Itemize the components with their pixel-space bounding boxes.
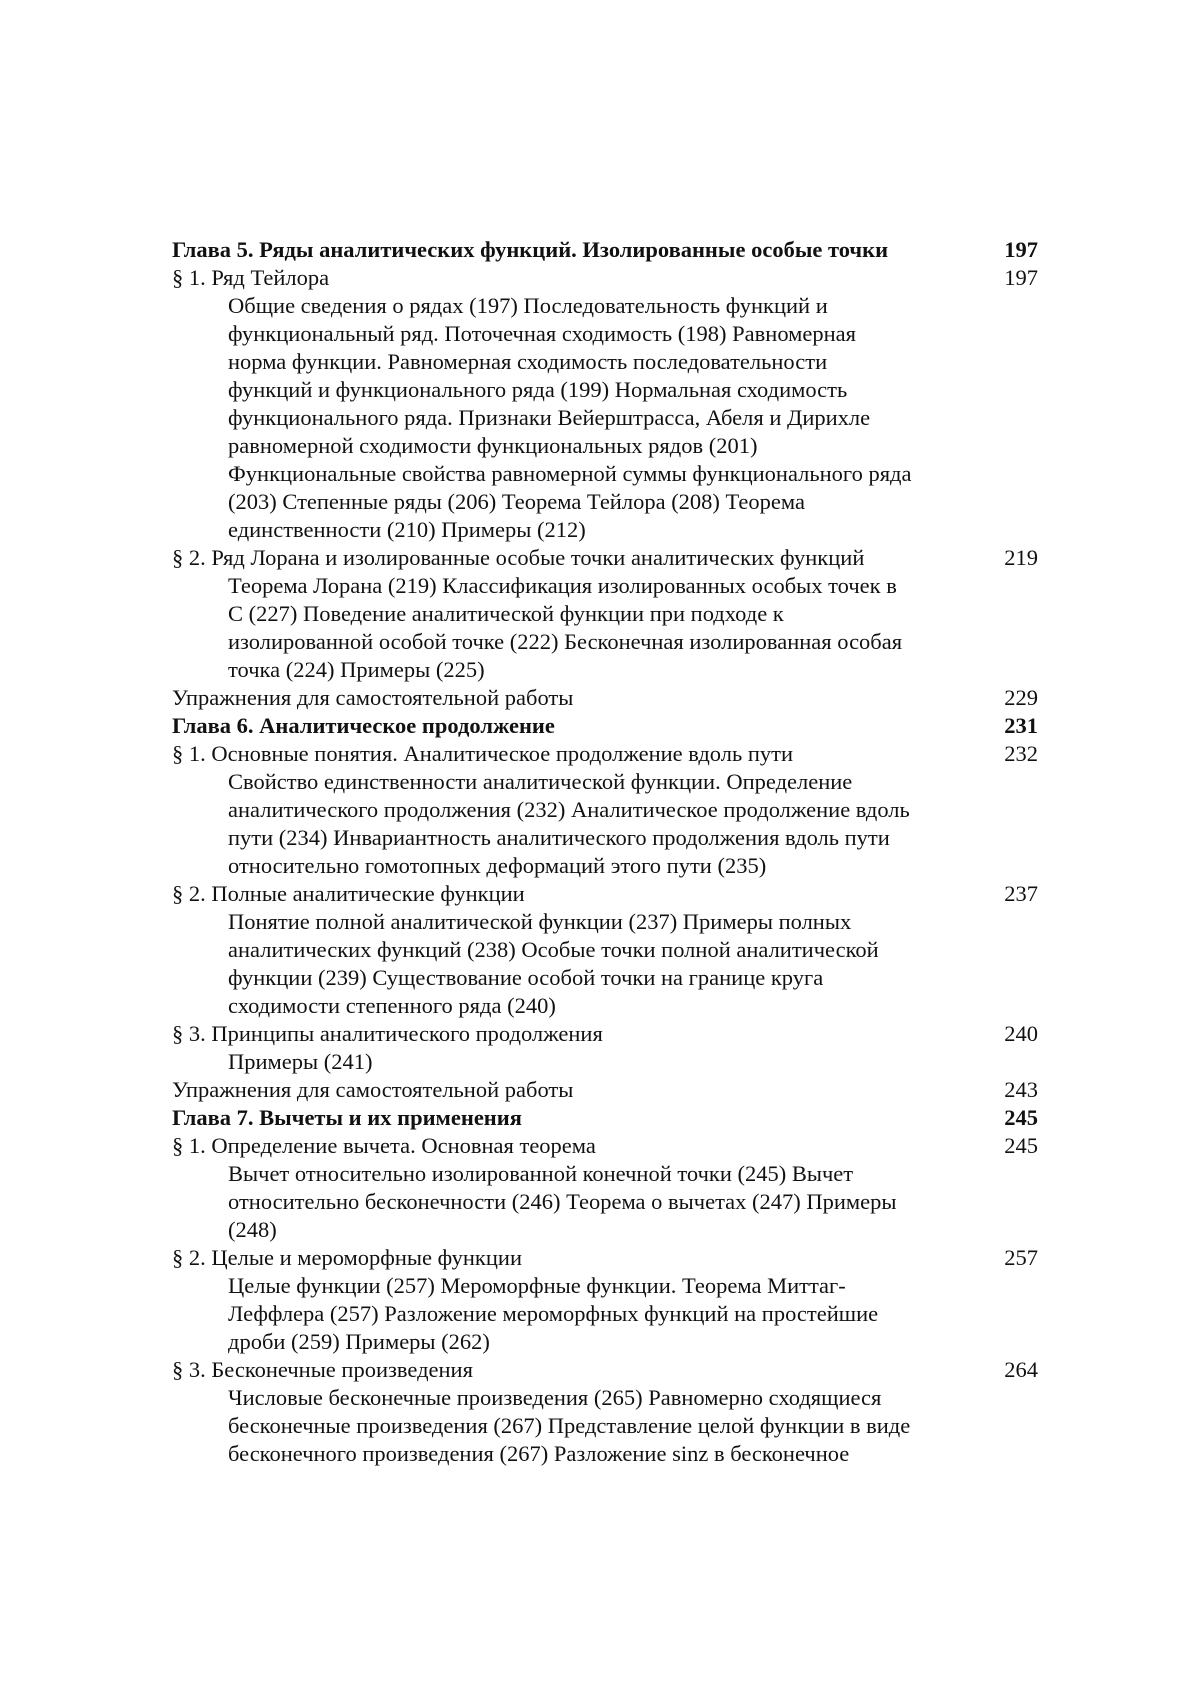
toc-description-line: Леффлера (257) Разложение мероморфных функций на простейшие (228, 1301, 879, 1326)
toc-description-line: сходимости степенного ряда (240) (228, 993, 556, 1018)
section-title: § 1. Основные понятия. Аналитическое продолжение вдоль пути (172, 741, 794, 766)
chapter-title: Глава 6. Аналитическое продолжение (172, 713, 555, 738)
page-number: 245 (1004, 1105, 1038, 1130)
chapter-title: Глава 5. Ряды аналитических функций. Изолированные особые точки (172, 237, 889, 262)
toc-description-line: бесконечного произведения (267) Разложение sinz в бесконечное (228, 1441, 850, 1466)
toc-description-line: Теорема Лорана (219) Классификация изолированных особых точек в (228, 573, 897, 598)
page-number: 245 (1004, 1133, 1038, 1158)
toc-description-line: (203) Степенные ряды (206) Теорема Тейлора (208) Теорема (228, 489, 805, 514)
section-title: § 1. Определение вычета. Основная теорема (172, 1133, 596, 1158)
page-number: 197 (1004, 237, 1038, 262)
toc-description-line: (248) (228, 1217, 277, 1242)
toc-description-line: норма функции. Равномерная сходимость последовательности (228, 349, 828, 374)
toc-description-line: равномерной сходимости функциональных рядов (201) (228, 433, 758, 458)
toc-description-line: единственности (210) Примеры (212) (228, 517, 586, 542)
page-number: 229 (1004, 685, 1038, 710)
page-number: 231 (1004, 713, 1038, 738)
toc-section (172, 264, 1038, 292)
section-title: § 2. Полные аналитические функции (172, 881, 525, 906)
toc-description (172, 572, 948, 684)
toc-description-line: функции (239) Существование особой точки на границе круга (228, 965, 824, 990)
toc-chapter (172, 236, 1038, 264)
table-of-contents (172, 236, 1038, 1468)
toc-description-line: бесконечные произведения (267) Представление целой функции в виде (228, 1413, 911, 1438)
section-title: Упражнения для самостоятельной работы (172, 1077, 574, 1102)
page-number: 257 (1004, 1245, 1038, 1270)
toc-description-line: Свойство единственности аналитической функции. Определение (228, 769, 853, 794)
toc-description-line: пути (234) Инвариантность аналитического продолжения вдоль пути (228, 825, 890, 850)
section-title: § 2. Ряд Лорана и изолированные особые точки аналитических функций (172, 545, 865, 570)
page-number: 237 (1004, 881, 1038, 906)
toc-description-line: Целые функции (257) Мероморфные функции. Теорема Миттаг- (228, 1273, 846, 1298)
toc-description-line: Примеры (241) (228, 1049, 373, 1074)
toc-description-line: изолированной особой точке (222) Бесконечная изолированная особая (228, 629, 903, 654)
toc-description-line: функций и функционального ряда (199) Нормальная сходимость (228, 377, 848, 402)
toc-description-line: относительно бесконечности (246) Теорема о вычетах (247) Примеры (228, 1189, 897, 1214)
toc-chapter (172, 1104, 1038, 1132)
toc-description-line: дроби (259) Примеры (262) (228, 1329, 490, 1354)
page-number: 232 (1004, 741, 1038, 766)
toc-description-line: Вычет относительно изолированной конечной точки (245) Вычет (228, 1161, 854, 1186)
toc-chapter (172, 712, 1038, 740)
toc-description (172, 292, 948, 544)
page-number: 240 (1004, 1021, 1038, 1046)
section-title: § 3. Принципы аналитического продолжения (172, 1021, 603, 1046)
toc-description-line: аналитического продолжения (232) Аналитическое продолжение вдоль (228, 797, 910, 822)
section-title: § 2. Целые и мероморфные функции (172, 1245, 522, 1270)
toc-section (172, 1076, 1038, 1104)
toc-description (172, 1048, 948, 1076)
toc-description-line: функциональный ряд. Поточечная сходимость (198) Равномерная (228, 321, 857, 346)
section-title: Упражнения для самостоятельной работы (172, 685, 574, 710)
toc-description-line: функционального ряда. Признаки Вейерштрасса, Абеля и Дирихле (228, 405, 871, 430)
toc-description-line: C (227) Поведение аналитической функции при подходе к (228, 601, 784, 626)
toc-description (172, 1160, 948, 1244)
page-number: 243 (1004, 1077, 1038, 1102)
toc-section (172, 880, 1038, 908)
toc-description-line: Понятие полной аналитической функции (237) Примеры полных (228, 909, 852, 934)
toc-section (172, 684, 1038, 712)
toc-description-line: точка (224) Примеры (225) (228, 657, 485, 682)
toc-description-line: Числовые бесконечные произведения (265) Равномерно сходящиеся (228, 1385, 882, 1410)
toc-description-line: аналитических функций (238) Особые точки полной аналитической (228, 937, 879, 962)
toc-description-line: Общие сведения о рядах (197) Последовательность функций и (228, 293, 828, 318)
page-number: 197 (1004, 265, 1038, 290)
page-number: 264 (1004, 1357, 1038, 1382)
toc-description (172, 1272, 948, 1356)
toc-description-line: Функциональные свойства равномерной суммы функционального ряда (228, 461, 912, 486)
toc-section (172, 1244, 1038, 1272)
toc-description-line: относительно гомотопных деформаций этого пути (235) (228, 853, 767, 878)
page-number: 219 (1004, 545, 1038, 570)
section-title: § 3. Бесконечные произведения (172, 1357, 473, 1382)
toc-section (172, 740, 1038, 768)
toc-description (172, 768, 948, 880)
chapter-title: Глава 7. Вычеты и их применения (172, 1105, 522, 1130)
section-title: § 1. Ряд Тейлора (172, 265, 330, 290)
toc-section (172, 1132, 1038, 1160)
toc-description (172, 908, 948, 1020)
toc-section (172, 544, 1038, 572)
toc-section (172, 1356, 1038, 1384)
toc-section (172, 1020, 1038, 1048)
toc-description (172, 1384, 948, 1468)
